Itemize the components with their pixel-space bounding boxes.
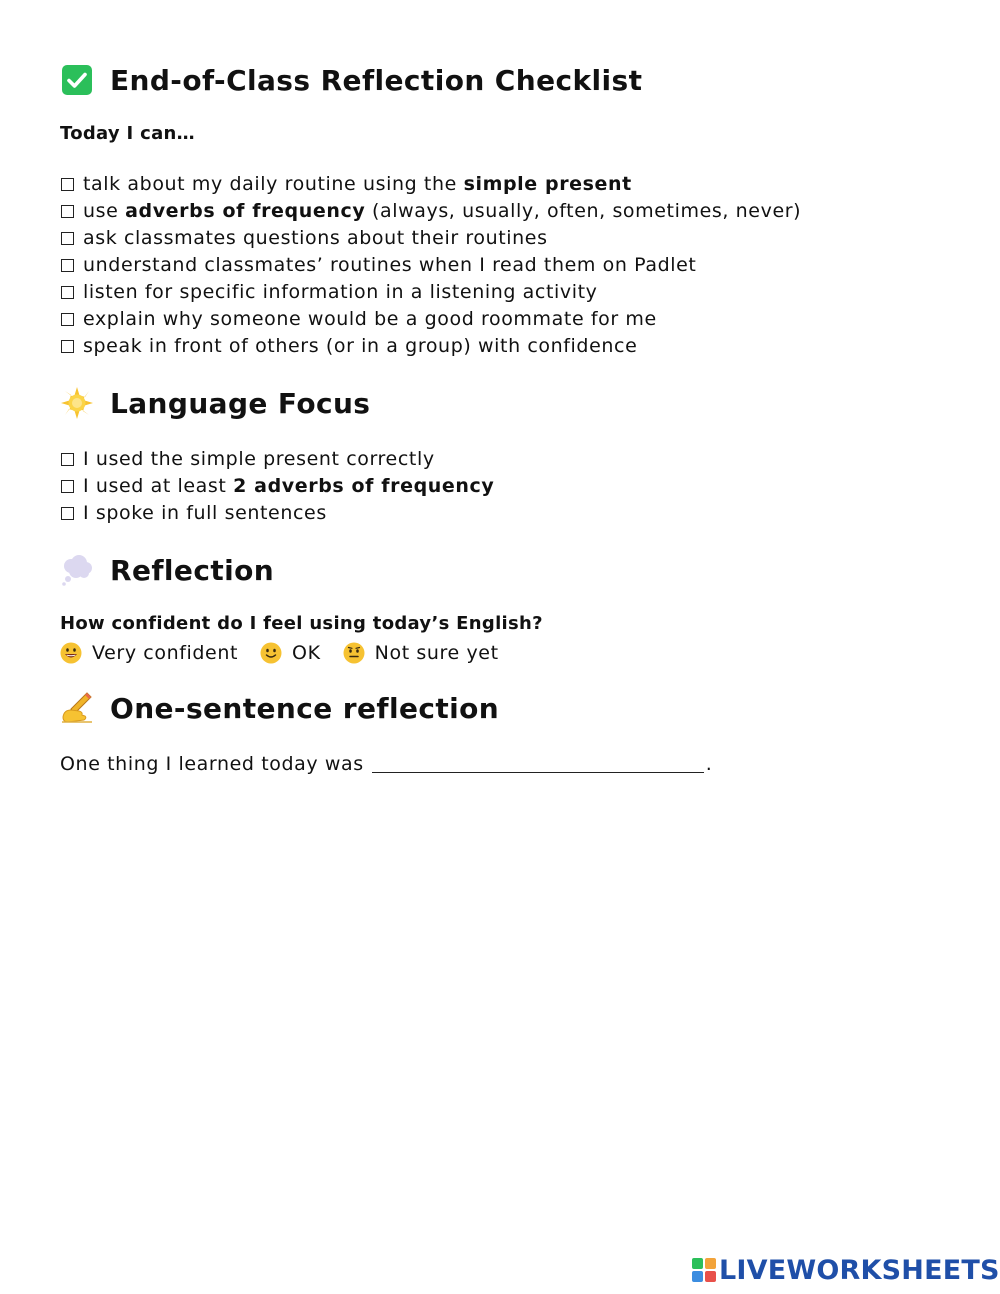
can-do-text-before: understand classmates’ routines when I read them on Padlet — [83, 254, 697, 276]
can-do-text-bold: simple present — [463, 173, 632, 195]
checkbox[interactable] — [61, 178, 74, 191]
checkbox[interactable] — [61, 205, 74, 218]
can-do-item — [60, 252, 801, 279]
reflection-heading: Reflection — [110, 553, 275, 587]
can-do-text-before: listen for specific information in a listening activity — [83, 281, 598, 303]
confidence-options — [60, 639, 499, 666]
option-ok: OK — [292, 641, 321, 664]
liveworksheets-logo — [692, 1254, 1000, 1286]
language-focus-heading-row — [60, 383, 370, 423]
page-title: End-of-Class Reflection Checklist — [110, 63, 643, 97]
can-do-checklist — [60, 171, 801, 360]
glowing-star-icon — [60, 386, 94, 420]
can-do-item — [60, 279, 801, 306]
language-focus-text-before: I spoke in full sentences — [83, 502, 327, 524]
can-do-text-bold: adverbs of frequency — [125, 200, 366, 222]
can-do-text-after: (always, usually, often, sometimes, never) — [365, 200, 802, 222]
intro-label: Today I can… — [60, 123, 195, 144]
grinning-face-icon[interactable] — [60, 642, 82, 664]
option-very-confident: Very confident — [92, 641, 239, 664]
writing-hand-icon — [60, 691, 94, 725]
reflection-heading-row — [60, 550, 274, 590]
can-do-text-before: speak in front of others (or in a group) with confidence — [83, 335, 638, 357]
can-do-item — [60, 306, 801, 333]
language-focus-checklist — [60, 446, 494, 527]
checkbox[interactable] — [61, 340, 74, 353]
one-sentence-prompt: One thing I learned today was — [60, 752, 364, 775]
can-do-item — [60, 198, 801, 225]
checkbox[interactable] — [61, 480, 74, 493]
liveworksheets-brand: LIVEWORKSHEETS — [719, 1254, 1000, 1286]
language-focus-item — [60, 446, 494, 473]
language-focus-item — [60, 473, 494, 500]
slightly-smiling-face-icon[interactable] — [260, 642, 282, 664]
checkbox[interactable] — [61, 259, 74, 272]
one-sentence-heading-row — [60, 688, 499, 728]
language-focus-item — [60, 500, 494, 527]
language-focus-text-bold: 2 adverbs of frequency — [233, 475, 495, 497]
can-do-text-before: explain why someone would be a good roommate for me — [83, 308, 657, 330]
confused-face-icon[interactable] — [343, 642, 365, 664]
checkbox[interactable] — [61, 507, 74, 520]
can-do-text-before: ask classmates questions about their routines — [83, 227, 548, 249]
option-not-sure-yet: Not sure yet — [374, 641, 499, 664]
can-do-text-before: talk about my daily routine using the — [83, 173, 464, 195]
can-do-item — [60, 333, 801, 360]
liveworksheets-logo-icon — [692, 1258, 716, 1282]
check-mark-button-icon — [60, 63, 94, 97]
thought-balloon-icon — [60, 553, 94, 587]
checkbox[interactable] — [61, 286, 74, 299]
one-sentence-heading: One-sentence reflection — [110, 691, 500, 725]
checkbox[interactable] — [61, 232, 74, 245]
language-focus-text-before: I used at least — [83, 475, 234, 497]
language-focus-heading: Language Focus — [110, 386, 371, 420]
can-do-item — [60, 225, 801, 252]
can-do-text-before: use — [83, 200, 126, 222]
language-focus-text-before: I used the simple present correctly — [83, 448, 435, 470]
checkbox[interactable] — [61, 313, 74, 326]
confidence-question: How confident do I feel using today’s English? — [60, 613, 543, 634]
checkbox[interactable] — [61, 453, 74, 466]
can-do-item — [60, 171, 801, 198]
page-title-row — [60, 60, 642, 100]
one-sentence-end: . — [705, 752, 713, 775]
answer-blank-field[interactable] — [372, 754, 704, 773]
one-sentence-line — [60, 750, 712, 777]
